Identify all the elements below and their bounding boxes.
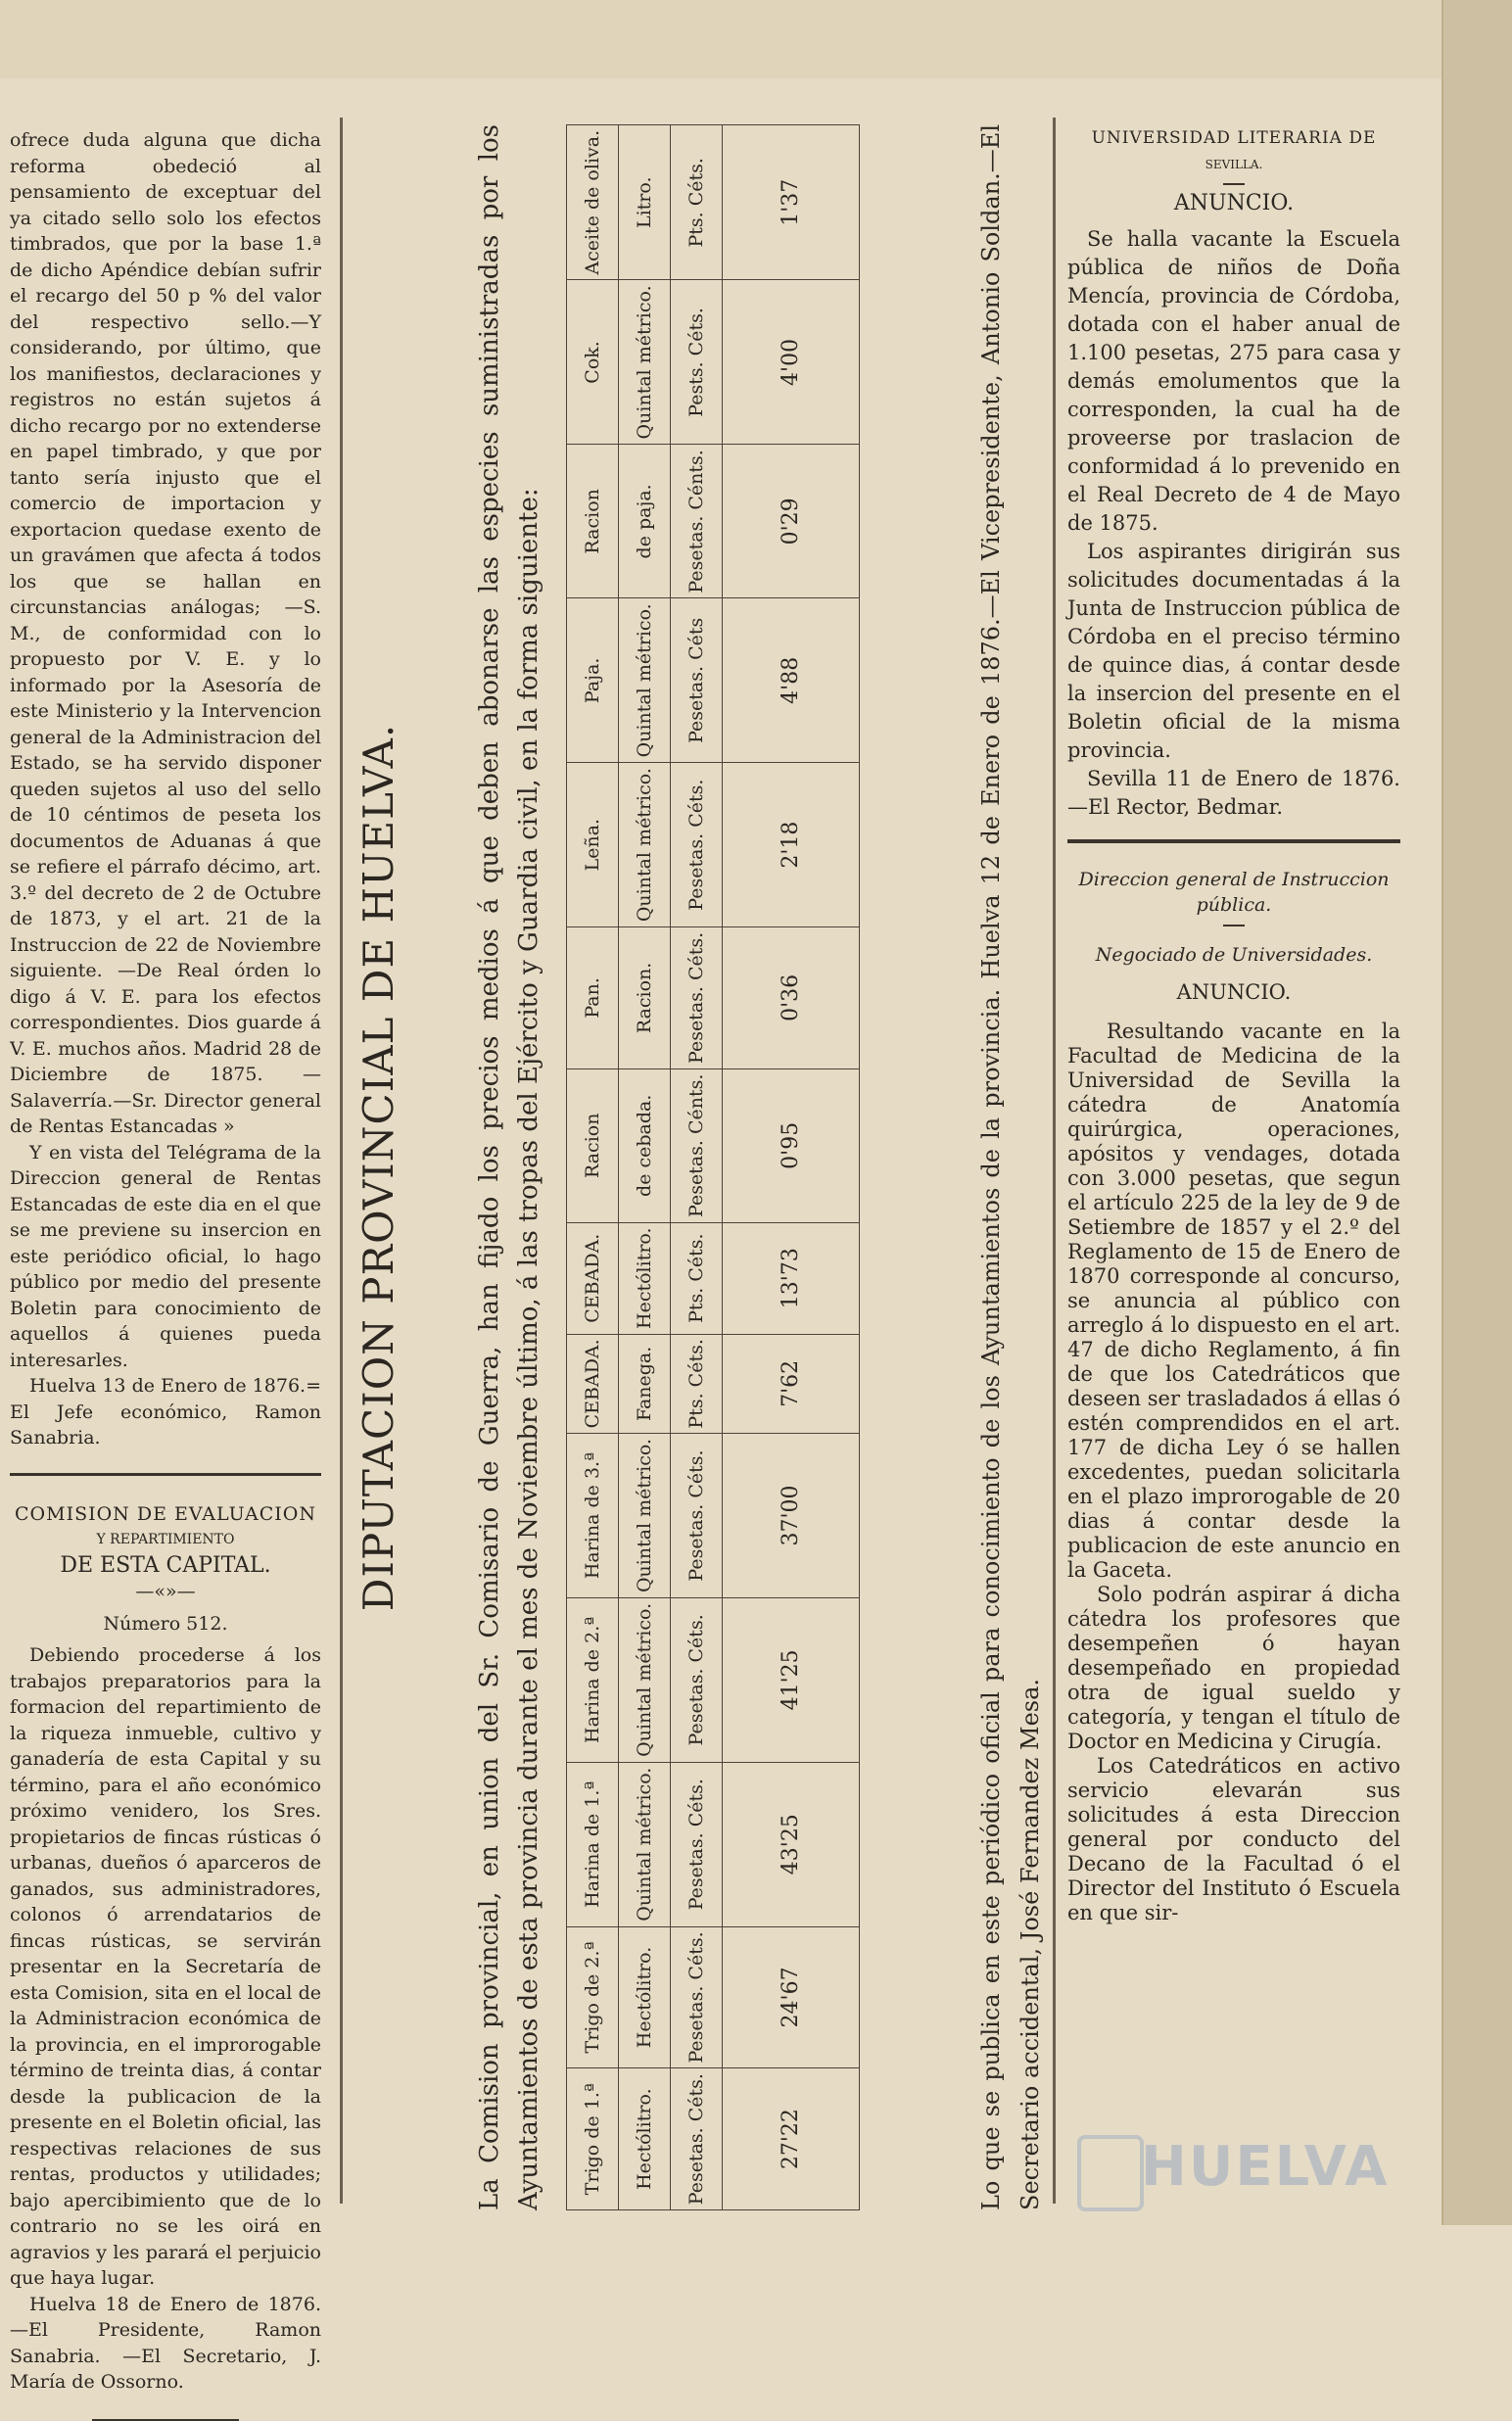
solicitudes-paragraph: Los Catedráticos en activo servicio elevarán sus solicitudes á esta Direccion general por conducto del Decano de la Facultad ó el Director del Instituto ó Escuela en que sir- xyxy=(1067,1753,1400,1924)
value-cebada-fanega: 7'62 xyxy=(723,1334,860,1434)
universidad-header: UNIVERSIDAD LITERARIA DE xyxy=(1091,128,1377,148)
table-header-units xyxy=(619,125,671,2210)
table-header-sub xyxy=(671,125,723,2210)
unit-cebada-fanega: Fanega. xyxy=(619,1334,671,1434)
unit-racion-paja: de paja. xyxy=(619,445,671,598)
value-trigo2: 24'67 xyxy=(723,1926,860,2068)
left-column xyxy=(10,127,321,2421)
requirements-paragraph: Solo podrán aspirar á dicha cátedra los profesores que desempeñen ó hayan desempeñado en propiedad otra de igual sueldo y categoría, y tengan el título de Doctor en Medicina y Cirugía. xyxy=(1067,1582,1400,1753)
table-header-names xyxy=(567,125,619,2210)
sub-aceite: Pts. Céts. xyxy=(671,125,723,281)
col-cebada-hl: CEBADA. xyxy=(567,1222,619,1334)
left-second-paragraph: Y en vista del Telégrama de la Direccion general de Rentas Estancadas de este dia en el que se me previene su insercion en este periódico oficial, lo hago público por medio del presente Boletin para conocimiento de aquellos á quienes pueda interesarles. xyxy=(10,1141,321,1371)
sub-pan: Pesetas. Céts. xyxy=(671,927,723,1069)
unit-harina2: Quintal métrico. xyxy=(619,1597,671,1762)
col-cok: Cok. xyxy=(567,280,619,445)
unit-racion-cebada: de cebada. xyxy=(619,1068,671,1222)
negociado-heading: Negociado de Universidades. xyxy=(1095,943,1373,966)
diputacion-intro: La Comision provincial, en union del Sr. Comisario de Guerra, han fijado los precios medios á que deben abonarse las especies suministradas por los Ayuntamientos de esta provincia durante el mes de Noviembre último, á las tropas del Ejército y Guardia civil, en la forma siguiente: xyxy=(475,124,543,2210)
col-harina1: Harina de 1.ª xyxy=(567,1762,619,1926)
left-signature: Huelva 13 de Enero de 1876.= El Jefe económico, Ramon Sanabria. xyxy=(10,1375,321,1448)
applicants-paragraph: Los aspirantes dirigirán sus solicitudes documentadas á la Junta de Instruccion pública de Córdoba en el preciso término de quince dias, á contar desde la insercion del presente en el Boletin oficial de la misma provincia. xyxy=(1067,539,1400,762)
sub-cebada-hl: Pts. Céts. xyxy=(671,1222,723,1334)
sub-trigo2: Pesetas. Céts. xyxy=(671,1926,723,2068)
value-trigo1: 27'22 xyxy=(723,2068,860,2210)
short-rule xyxy=(1223,183,1245,185)
sub-cebada-fanega: Pts. Céts. xyxy=(671,1334,723,1434)
right-column xyxy=(1067,125,1400,1925)
sub-cok: Pests. Céts. xyxy=(671,280,723,445)
value-aceite: 1'37 xyxy=(723,125,860,281)
short-rule-2 xyxy=(1223,925,1245,926)
comision-subtitle: Y REPARTIMIENTO xyxy=(96,1532,235,1547)
unit-aceite: Litro. xyxy=(619,125,671,281)
comision-closing: Huelva 18 de Enero de 1876. —El Presidente, Ramon Sanabria. —El Secretario, J. María de Ossorno. xyxy=(10,2293,321,2393)
col-aceite: Aceite de oliva. xyxy=(567,125,619,281)
comision-title: COMISION DE EVALUACION xyxy=(15,1502,316,1525)
value-lena: 2'18 xyxy=(723,763,860,927)
diputacion-title: DIPUTACION PROVINCIAL DE HUELVA. xyxy=(354,723,402,1612)
sub-paja: Pesetas. Céts xyxy=(671,598,723,763)
unit-harina1: Quintal métrico. xyxy=(619,1762,671,1926)
watermark-seal-icon xyxy=(1077,2135,1144,2211)
right-divider xyxy=(1067,839,1400,843)
left-intro-paragraph: ofrece duda alguna que dicha reforma obedeció al pensamiento de exceptuar del ya citado sello solo los efectos timbrados, que por la base 1.ª de dicho Apéndice debían sufrir el recargo del 50 p % del valor del respectivo sello.—Y considerando, por último, que los manifiestos, declaraciones y registros no están sujetos á dicho recargo por no extenderse en papel timbrado, y que por tanto sería injusto que el comercio de importacion y exportacion quedase exento de un gravámen que afecta á todos los que se hallan en circunstancias análogas; —S. M., de conformidad con lo propuesto por V. E. y lo informado por la Asesoría de este Ministerio y la Intervencion general de la Administracion del Estado, se ha servido disponer queden sujetos al uso del sello de 10 céntimos de peseta los documentos de Aduanas á que se refiere el párrafo décimo, art. 3.º del decreto de 2 de Octubre de 1873, y el art. 21 de la Instruccion de 22 de Noviembre siguiente. —De Real órden lo digo á V. E. para los efectos correspondientes. Dios guarde á V. E. muchos años. Madrid 28 de Diciembre de 1875. —Salaverría.—Sr. Director general de Rentas Estancadas » xyxy=(10,129,321,1137)
sub-harina1: Pesetas. Céts. xyxy=(671,1762,723,1926)
sevilla-signature: Sevilla 11 de Enero de 1876.—El Rector, Bedmar. xyxy=(1067,766,1400,819)
ornament: —«»— xyxy=(135,1581,196,1602)
value-harina1: 43'25 xyxy=(723,1762,860,1926)
left-divider xyxy=(10,1473,321,1476)
col-trigo1: Trigo de 1.ª xyxy=(567,2068,619,2210)
value-harina2: 41'25 xyxy=(723,1597,860,1762)
unit-trigo2: Hectólitro. xyxy=(619,1926,671,2068)
column-rule-left xyxy=(340,118,343,2204)
col-racion-paja: Racion xyxy=(567,445,619,598)
value-cok: 4'00 xyxy=(723,280,860,445)
comision-subtitle2: DE ESTA CAPITAL. xyxy=(60,1552,271,1578)
col-paja: Paja. xyxy=(567,598,619,763)
left-end-rule xyxy=(92,2419,239,2421)
unit-lena: Quintal métrico. xyxy=(619,763,671,927)
value-cebada-hl: 13'73 xyxy=(723,1222,860,1334)
universidad-city: SEVILLA. xyxy=(1205,157,1263,171)
value-racion-cebada: 0'95 xyxy=(723,1068,860,1222)
col-harina3: Harina de 3.ª xyxy=(567,1434,619,1598)
unit-harina3: Quintal métrico. xyxy=(619,1434,671,1598)
col-harina2: Harina de 2.ª xyxy=(567,1597,619,1762)
col-trigo2: Trigo de 2.ª xyxy=(567,1926,619,2068)
unit-cebada-hl: Hectólitro. xyxy=(619,1222,671,1334)
column-rule-right xyxy=(1053,118,1056,2204)
page-top-margin xyxy=(0,0,1512,78)
vacancy-paragraph: Se halla vacante la Escuela pública de niños de Doña Mencía, provincia de Córdoba, dotada con el haber anual de 1.100 pesetas, 275 para casa y demás emolumentos que la corresponden, la cual ha de proveerse por traslacion de conformidad á lo prevenido en el Real Decreto de 4 de Mayo de 1875. xyxy=(1067,226,1400,535)
value-harina3: 37'00 xyxy=(723,1434,860,1598)
sub-trigo1: Pesetas. Céts. xyxy=(671,2068,723,2210)
unit-trigo1: Hectólitro. xyxy=(619,2068,671,2210)
diputacion-rotated-block xyxy=(354,124,1055,2210)
col-racion-cebada: Racion xyxy=(567,1068,619,1222)
direccion-heading: Direccion general de Instruccion pública. xyxy=(1078,868,1390,916)
unit-paja: Quintal métrico. xyxy=(619,598,671,763)
notice-number: Número 512. xyxy=(103,1612,228,1635)
watermark: HUELVA xyxy=(1141,2135,1390,2199)
sub-harina3: Pesetas. Céts. xyxy=(671,1434,723,1598)
sub-lena: Pesetas. Céts. xyxy=(671,763,723,927)
prices-table xyxy=(566,124,860,2210)
anuncio-heading: ANUNCIO. xyxy=(1173,191,1295,215)
diputacion-closing: Lo que se publica en este periódico oficial para conocimiento de los Ayuntamientos de la provincia. Huelva 12 de Enero de 1876.—El Vicepresidente, Antonio Soldan.—El Secretario accidental, José Fernandez Mesa. xyxy=(977,124,1044,2210)
table-values-row xyxy=(723,125,860,2210)
col-pan: Pan. xyxy=(567,927,619,1069)
sub-harina2: Pesetas. Céts. xyxy=(671,1597,723,1762)
unit-pan: Racion. xyxy=(619,927,671,1069)
value-racion-paja: 0'29 xyxy=(723,445,860,598)
col-cebada-fanega: CEBADA. xyxy=(567,1334,619,1434)
value-pan: 0'36 xyxy=(723,927,860,1069)
col-lena: Leña. xyxy=(567,763,619,927)
value-paja: 4'88 xyxy=(723,598,860,763)
catedra-paragraph: Resultando vacante en la Facultad de Medicina de la Universidad de Sevilla la cátedra de Anatomía quirúrgica, operaciones, apósitos y vendages, dotada con 3.000 pesetas, que segun el artículo 225 de la ley de 9 de Setiembre de 1857 y el 2.º del Reglamento de 15 de Enero de 1870 corresponde al concurso, se anuncia al público con arreglo á lo dispuesto en el art. 47 de dicho Reglamento, á fin de que los Catedráticos que deseen ser trasladados á ellas ó estén comprendidos en el art. 177 de dicha Ley ó se hallen excedentes, puedan solicitarla en el plazo improrogable de 20 dias á contar desde la publicacion de este anuncio en la Gaceta. xyxy=(1067,1019,1400,1582)
anuncio-heading-2: ANUNCIO. xyxy=(1176,980,1292,1004)
comision-body: Debiendo procederse á los trabajos preparatorios para la formacion del repartimiento de la riqueza inmueble, cultivo y ganadería de esta Capital y su término, para el año económico próximo venidero, los Sres. propietarios de fincas rústicas ó urbanas, dueños ó aparceros de ganados, sus administradores, colonos ó arrendatarios de fincas rústicas, se servirán presentar en la Secretaría de esta Comision, sita en el local de la Administracion económica de la provincia, en el improrogable término de treinta dias, á contar desde la publicacion de la presente en el Boletin oficial, las respectivas relaciones de sus rentas, productos y utilidades; bajo apercibimiento que de lo contrario no se les oirá en agravios y les parará el perjuicio que haya lugar. xyxy=(10,1644,321,2289)
sub-racion-cebada: Pesetas. Cénts. xyxy=(671,1068,723,1222)
sub-racion-paja: Pesetas. Cénts. xyxy=(671,445,723,598)
page-edge xyxy=(1441,0,1512,2225)
unit-cok: Quintal métrico. xyxy=(619,280,671,445)
